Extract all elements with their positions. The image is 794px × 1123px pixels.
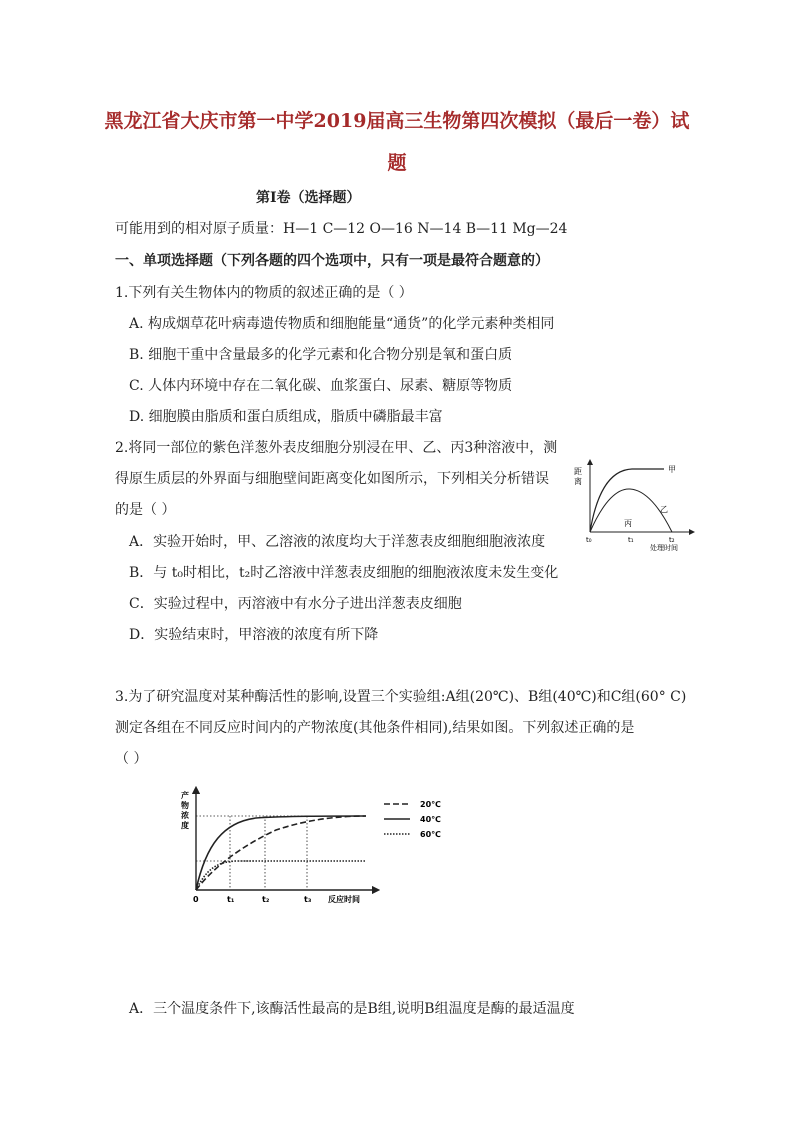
section-heading: 一、单项选择题（下列各题的四个选项中，只有一项是最符合题意的） — [115, 253, 549, 269]
q2-stem-line3: 的是（ ） — [115, 502, 176, 518]
q3-product-chart — [176, 784, 456, 908]
q1-stem: 1.下列有关生物体内的物质的叙述正确的是（ ） — [115, 285, 413, 301]
q2-option-c: C．实验过程中，丙溶液中有水分子进出洋葱表皮细胞 — [129, 596, 462, 612]
q2-option-d: D．实验结束时，甲溶液的浓度有所下降 — [129, 627, 379, 643]
q3-y-label-2: 物 — [181, 801, 189, 810]
q2-stem-line2: 得原生质层的外界面与细胞壁间距离变化如图所示，下列相关分析错误 — [115, 471, 549, 487]
q2-distance-chart — [572, 456, 702, 552]
q3-stem-line2: 测定各组在不同反应时间内的产物浓度(其他条件相同),结果如图。下列叙述正确的是 — [115, 720, 635, 736]
q2-label-bing: 丙 — [624, 519, 632, 528]
q3-stem-line3: （ ） — [115, 751, 148, 767]
q3-y-label-3: 浓 — [181, 811, 189, 820]
q2-label-jia: 甲 — [668, 465, 676, 474]
q2-y-label-1: 距 — [574, 467, 582, 476]
q3-tick-t3: t₃ — [304, 895, 312, 904]
q3-tick-origin: 0 — [193, 895, 199, 904]
q2-label-yi: 乙 — [660, 505, 668, 514]
q3-curve-20c — [196, 816, 366, 890]
q2-tick-t0: t₀ — [586, 536, 592, 544]
q2-option-a: A．实验开始时，甲、乙溶液的浓度均大于洋葱表皮细胞细胞液浓度 — [129, 534, 546, 550]
q2-x-label: 处理时间 — [650, 544, 678, 552]
q1-option-a: A. 构成烟草花叶病毒遗传物质和细胞能量“通货”的化学元素种类相同 — [129, 316, 555, 332]
q2-y-label-2: 离 — [574, 477, 582, 486]
q1-option-c: C. 人体内环境中存在二氧化碳、血浆蛋白、尿素、糖原等物质 — [129, 378, 513, 394]
q3-tick-t2: t₂ — [262, 895, 270, 904]
q2-tick-t1: t₁ — [628, 536, 634, 544]
q3-stem-line1: 3.为了研究温度对某种酶活性的影响,设置三个实验组:A组(20℃)、B组(40℃)和C组(60° C) — [115, 689, 687, 705]
q2-tick-t2: t₂ — [669, 536, 675, 544]
q3-tick-t1: t₁ — [227, 895, 235, 904]
part-heading: 第Ⅰ卷（选择题） — [256, 190, 361, 206]
q3-legend-20c: 20℃ — [420, 800, 441, 809]
document-title-line1: 黑龙江省大庆市第一中学2019届高三生物第四次模拟（最后一卷）试 — [104, 110, 690, 132]
q2-stem-line1: 2.将同一部位的紫色洋葱外表皮细胞分别浸在甲、乙、丙3种溶液中，测 — [115, 440, 558, 456]
q3-curve-40c — [196, 816, 366, 890]
q1-option-d: D. 细胞膜由脂质和蛋白质组成，脂质中磷脂最丰富 — [129, 409, 443, 425]
q2-option-b: B．与 t₀时相比，t₂时乙溶液中洋葱表皮细胞的细胞液浓度未发生变化 — [129, 565, 559, 581]
q3-legend-40c: 40℃ — [420, 815, 441, 824]
q3-legend-60c: 60℃ — [420, 830, 441, 839]
q3-y-label-4: 度 — [181, 821, 189, 830]
atomic-masses: 可能用到的相对原子质量：H—1 C—12 O—16 N—14 B—11 Mg—24 — [115, 221, 568, 237]
q3-x-label: 反应时间 — [328, 895, 360, 904]
document-title-line2: 题 — [387, 152, 407, 174]
q1-option-b: B. 细胞干重中含量最多的化学元素和化合物分别是氧和蛋白质 — [129, 347, 513, 363]
q3-curve-60c — [196, 861, 366, 890]
q3-y-label-1: 产 — [181, 791, 189, 800]
q3-option-a: A．三个温度条件下,该酶活性最高的是B组,说明B组温度是酶的最适温度 — [129, 1001, 575, 1017]
